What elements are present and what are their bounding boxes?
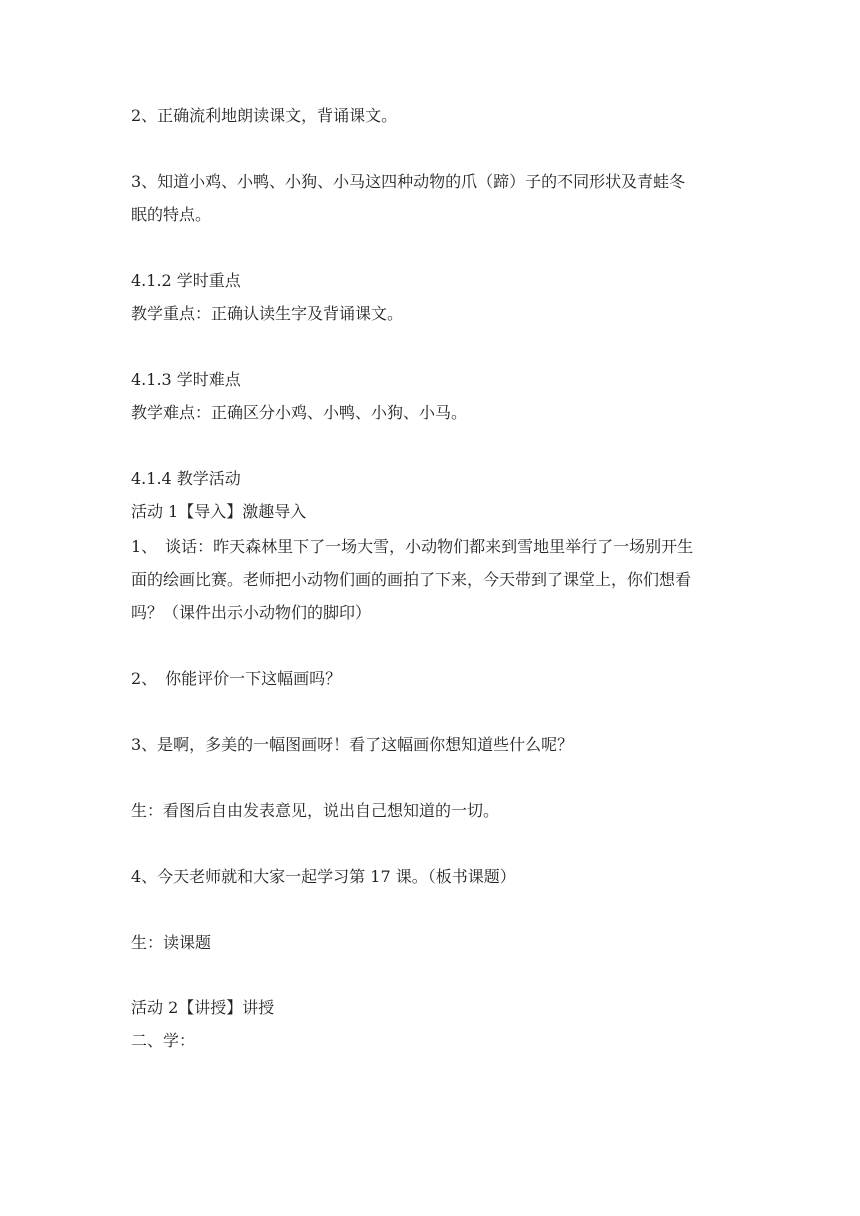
- step-1-line-3: 吗？（课件出示小动物们的脚印）: [131, 603, 372, 622]
- teaching-focus-line: 教学重点：正确认读生字及背诵课文。: [131, 304, 404, 323]
- step-3-line: 3、是啊，多美的一幅图画呀！看了这幅画你想知道些什么呢？: [131, 735, 574, 754]
- section-heading-4-1-2: 4.1.2 学时重点: [131, 271, 241, 290]
- step-2-line: 2、 你能评价一下这幅画吗？: [131, 669, 342, 688]
- step-1-line-2: 面的绘画比赛。老师把小动物们画的画拍了下来，今天带到了课堂上，你们想看: [131, 570, 692, 589]
- step-4-line: 4、今天老师就和大家一起学习第 17 课。（板书课题）: [131, 867, 516, 886]
- section-heading-4-1-3: 4.1.3 学时难点: [131, 370, 241, 389]
- objective-3-line-2: 眠的特点。: [131, 205, 212, 224]
- objective-2-line: 2、正确流利地朗读课文，背诵课文。: [131, 106, 398, 125]
- activity-1-heading: 活动 1【导入】激趣导入: [131, 502, 307, 521]
- teaching-difficulty-line: 教学难点：正确区分小鸡、小鸭、小狗、小马。: [131, 403, 468, 422]
- section-heading-4-1-4: 4.1.4 教学活动: [131, 469, 241, 488]
- activity-2-heading: 活动 2【讲授】讲授: [131, 998, 275, 1017]
- step-1-line-1: 1、 谈话：昨天森林里下了一场大雪，小动物们都来到雪地里举行了一场别开生: [131, 537, 694, 556]
- student-read-title-line: 生：读课题: [131, 933, 212, 952]
- student-response-line: 生：看图后自由发表意见，说出自己想知道的一切。: [131, 801, 500, 820]
- part-2-heading: 二、学：: [131, 1031, 196, 1050]
- objective-3-line-1: 3、知道小鸡、小鸭、小狗、小马这四种动物的爪（蹄）子的不同形状及青蛙冬: [131, 172, 686, 191]
